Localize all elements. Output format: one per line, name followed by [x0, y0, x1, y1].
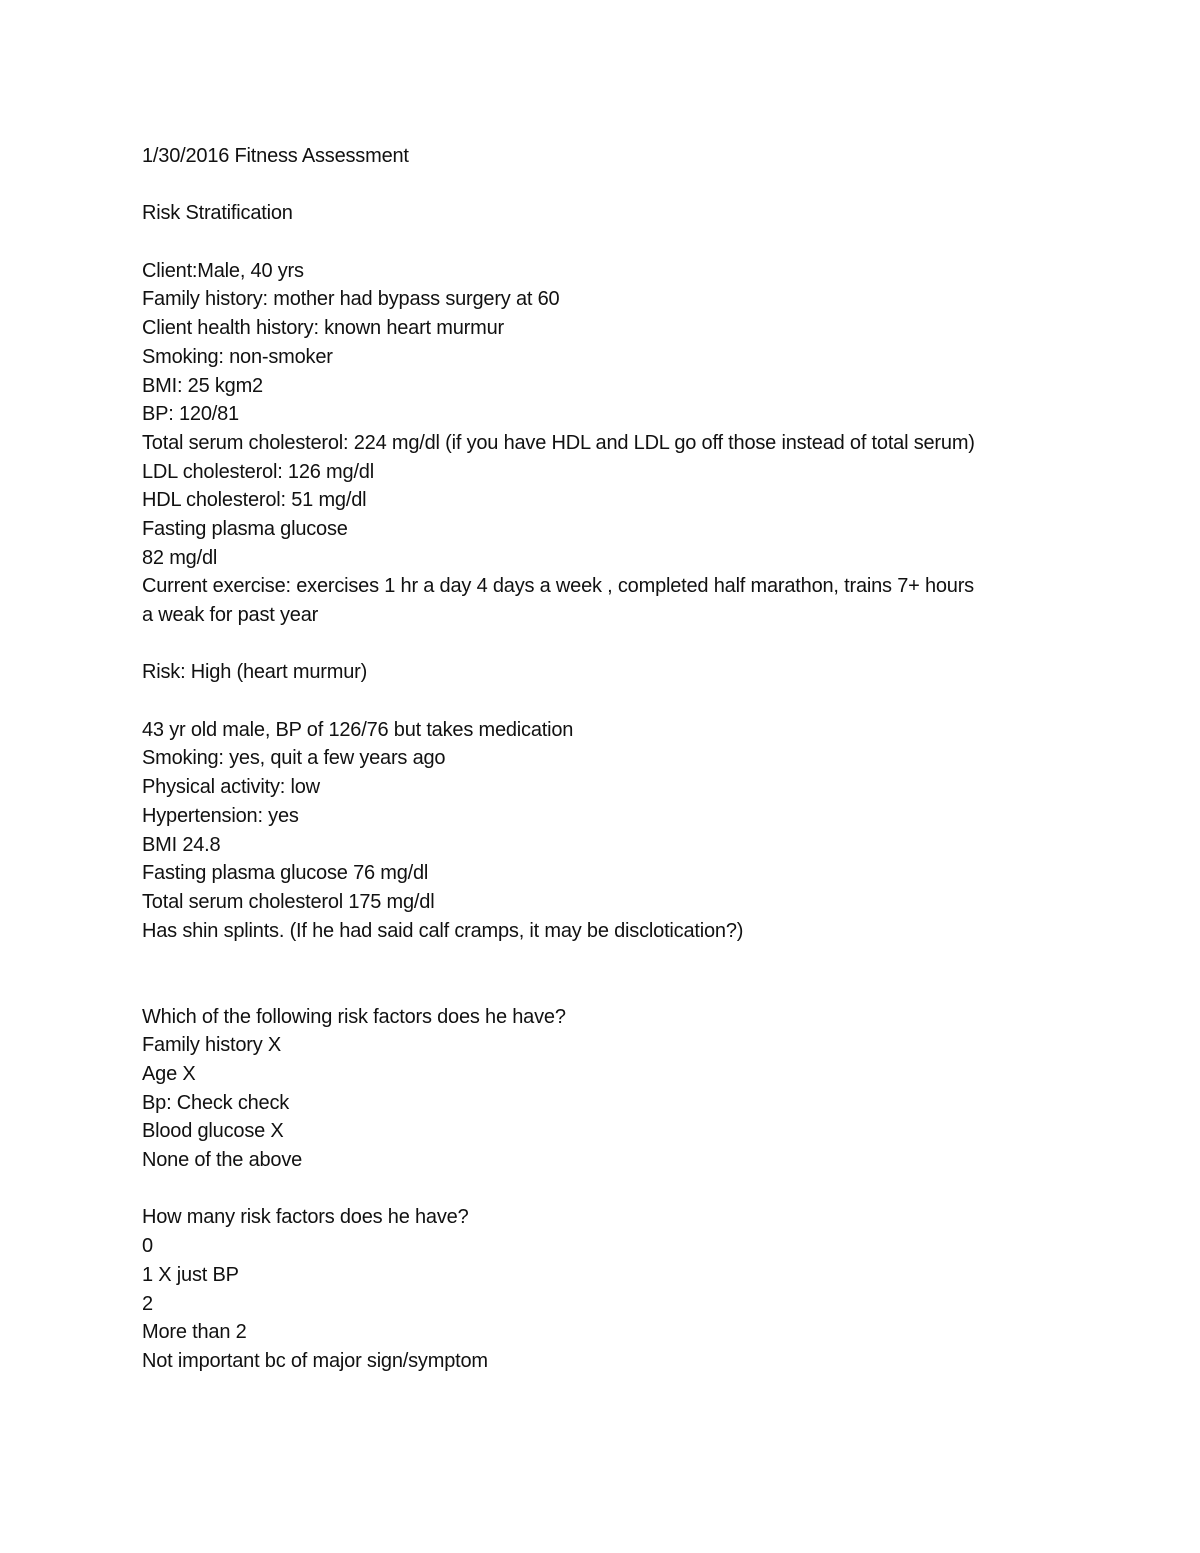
blank-line — [142, 630, 1102, 659]
question2-option: 1 X just BP — [142, 1263, 239, 1286]
case1-line: a weak for past year — [142, 604, 319, 626]
question1-prompt: Which of the following risk factors does he have? — [142, 1005, 566, 1028]
case2-line: 43 yr old male, BP of 126/76 but takes medication — [142, 718, 574, 741]
question2-prompt: How many risk factors does he have? — [142, 1206, 469, 1229]
blank-line — [142, 171, 1102, 200]
question1 — [142, 1003, 1102, 1175]
question1-option: Blood glucose X — [142, 1120, 284, 1143]
document-title: 1/30/2016 Fitness Assessment — [142, 145, 409, 167]
question1-option: Family history X — [142, 1034, 282, 1057]
case1-line: LDL cholesterol: 126 mg/dl — [142, 460, 374, 483]
case1-line: BP: 120/81 — [142, 403, 239, 426]
case1-line: Client:Male, 40 yrs — [142, 259, 304, 282]
case1-details — [142, 257, 1102, 630]
blank-line — [142, 687, 1102, 716]
case2-line: Smoking: yes, quit a few years ago — [142, 747, 446, 770]
case2-line: Total serum cholesterol 175 mg/dl — [142, 890, 435, 913]
case2-line: Hypertension: yes — [142, 804, 299, 827]
case2-line: Physical activity: low — [142, 776, 320, 799]
case1-line: 82 mg/dl — [142, 546, 218, 569]
case1-line: Total serum cholesterol: 224 mg/dl (if you have HDL and LDL go off those instead of total serum) — [142, 431, 975, 454]
question2-option: 0 — [142, 1235, 153, 1258]
case1-line: Client health history: known heart murmur — [142, 317, 504, 340]
document-page — [142, 142, 1102, 1376]
case1-line: Smoking: non-smoker — [142, 345, 333, 368]
case2-line: Fasting plasma glucose 76 mg/dl — [142, 862, 429, 885]
question1-option: Age X — [142, 1063, 196, 1085]
case1-risk: Risk: High (heart murmur) — [142, 661, 368, 684]
case2-details — [142, 716, 1102, 946]
case1-line: Family history: mother had bypass surgery at 60 — [142, 288, 560, 311]
case2-line: BMI 24.8 — [142, 833, 221, 856]
case1-line: Current exercise: exercises 1 hr a day 4 days a week , completed half marathon, trains 7+ hours — [142, 575, 974, 598]
question2-option: More than 2 — [142, 1321, 247, 1344]
question1-option: Bp: Check check — [142, 1091, 290, 1114]
case2-line: Has shin splints. (If he had said calf cramps, it may be disclotication?) — [142, 919, 744, 942]
question2-option: 2 — [142, 1292, 153, 1315]
case1-line: BMI: 25 kgm2 — [142, 374, 263, 397]
blank-line — [142, 974, 1102, 1003]
question2-option: Not important bc of major sign/symptom — [142, 1349, 488, 1372]
case1-line: HDL cholesterol: 51 mg/dl — [142, 489, 367, 512]
section-heading: Risk Stratification — [142, 202, 293, 225]
blank-line — [142, 228, 1102, 257]
question2 — [142, 1203, 1102, 1375]
blank-line — [142, 1175, 1102, 1204]
blank-line — [142, 945, 1102, 974]
question1-option: None of the above — [142, 1149, 303, 1172]
case1-line: Fasting plasma glucose — [142, 517, 348, 540]
